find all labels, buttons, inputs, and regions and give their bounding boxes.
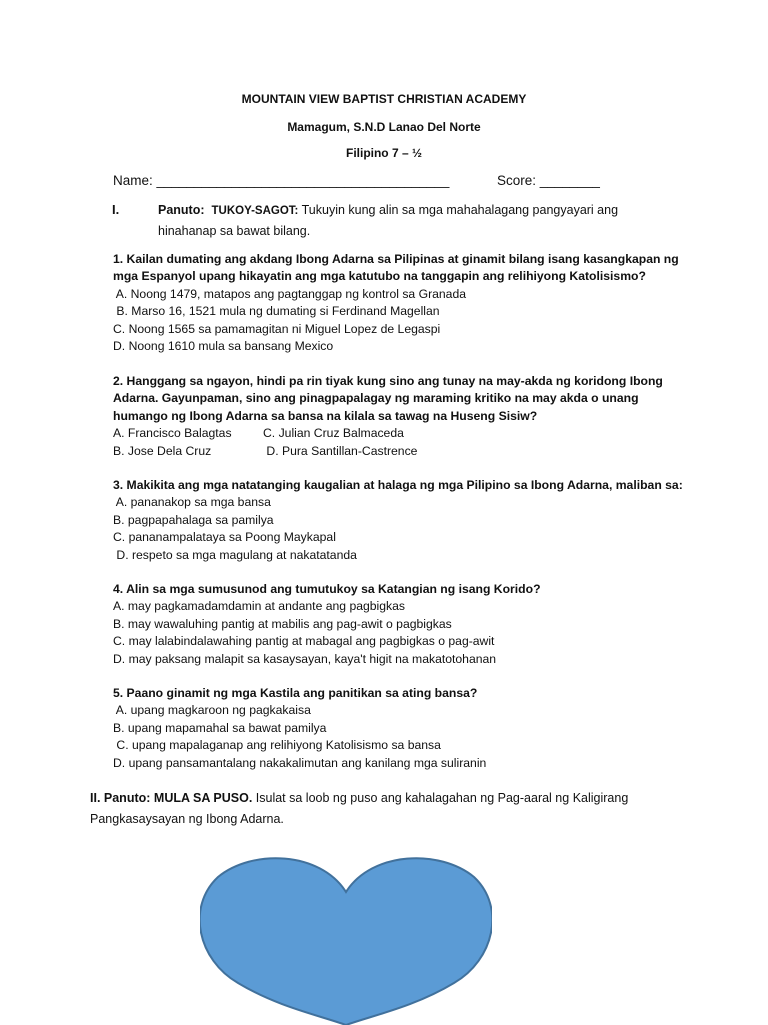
question-4 <box>113 581 683 668</box>
school-name: MOUNTAIN VIEW BAPTIST CHRISTIAN ACADEMY <box>241 92 527 106</box>
subject-title: Filipino 7 – ½ <box>345 146 422 160</box>
section-1-number: I. <box>112 202 120 217</box>
option-d: D. Pura Santillan-Castrence <box>263 443 418 458</box>
heart-icon <box>200 855 492 1025</box>
option-c: C. pananampalataya sa Poong Maykapal <box>113 530 336 545</box>
option-a: A. Noong 1479, matapos ang pagtanggap ng kontrol sa Granada <box>113 286 467 301</box>
option-a: A. may pagkamadamdamin at andante ang pagbigkas <box>113 599 406 614</box>
options-row-1 <box>113 425 683 442</box>
heart-shape <box>200 858 492 1025</box>
option-b: B. Jose Dela Cruz <box>113 443 212 458</box>
question-3 <box>113 477 683 564</box>
panuto-label: Panuto: <box>158 203 205 217</box>
section-2-title: MULA SA PUSO. <box>153 791 253 805</box>
question-2 <box>113 373 683 460</box>
question-5 <box>113 685 683 772</box>
option-c: C. Noong 1565 sa pamamagitan ni Miguel Lopez de Legaspi <box>113 321 441 336</box>
question-stem: 5. Paano ginamit ng mga Kastila ang panitikan sa ating bansa? <box>113 686 478 700</box>
option-a: A. upang magkaroon ng pagkakaisa <box>113 703 311 718</box>
option-b: B. upang mapamahal sa bawat pamilya <box>113 720 327 735</box>
section-1-instruction-text: Tukuyin kung alin sa mga mahahalagang pangyayari ang hinahanap sa bawat bilang. <box>158 203 619 238</box>
section-2-instruction-text: Isulat sa loob ng puso ang kahalagahan ng Pag-aaral ng Kaligirang Pangkasaysayan ng Ibong Adarna. <box>90 791 629 826</box>
option-c: C. may lalabindalawahing pantig at mabagal ang pagbigkas o pag-awit <box>113 634 495 649</box>
score-field: Score: ________ <box>497 173 600 188</box>
option-d: D. Noong 1610 mula sa bansang Mexico <box>113 339 334 354</box>
section-1-instructions <box>158 200 628 241</box>
options-row-2 <box>113 443 683 460</box>
name-field: Name: _______________________________________ <box>113 173 450 188</box>
school-address: Mamagum, S.N.D Lanao Del Norte <box>287 120 481 134</box>
question-stem: 2. Hanggang sa ngayon, hindi pa rin tiyak kung sino ang tunay na may-akda ng koridong Ibong Adarna. Gayunpaman, sino ang pinagpapalagay ng maraming kritiko na may akda o unang humango ng Ibong Adarna sa bansa na kilala sa tawag na Huseng Sisiw? <box>113 374 663 423</box>
question-1 <box>113 251 683 355</box>
question-stem: 3. Makikita ang mga natatanging kaugalian at halaga ng mga Pilipino sa Ibong Adarna, maliban sa: <box>113 478 683 492</box>
option-b: B. Marso 16, 1521 mula ng dumating si Ferdinand Magellan <box>113 304 440 319</box>
option-d: D. may paksang malapit sa kasaysayan, kaya't higit na makatotohanan <box>113 651 497 666</box>
option-d: D. respeto sa mga magulang at nakatatanda <box>113 547 357 562</box>
section-1-title: TUKOY-SAGOT: <box>211 205 299 217</box>
option-d: D. upang pansamantalang nakakalimutan ang kanilang mga suliranin <box>113 755 487 770</box>
option-a: A. Francisco Balagtas <box>113 426 232 441</box>
question-stem: 1. Kailan dumating ang akdang Ibong Adarna sa Pilipinas at ginamit bilang isang kasangkapan ng mga Espanyol upang hikayatin ang mga katutubo na tanggapin ang relihiyong Katolisismo? <box>113 252 679 284</box>
section-2-instructions <box>90 788 650 829</box>
option-c: C. upang mapalaganap ang relihiyong Katolisismo sa bansa <box>113 738 441 753</box>
option-c: C. Julian Cruz Balmaceda <box>263 426 404 441</box>
option-a: A. pananakop sa mga bansa <box>113 495 271 510</box>
option-b: B. may wawaluhing pantig at mabilis ang pag-awit o pagbigkas <box>113 616 452 631</box>
section-2-label: II. Panuto: <box>90 791 151 805</box>
option-b: B. pagpapahalaga sa pamilya <box>113 512 274 527</box>
question-stem: 4. Alin sa mga sumusunod ang tumutukoy sa Katangian ng isang Korido? <box>113 582 541 596</box>
